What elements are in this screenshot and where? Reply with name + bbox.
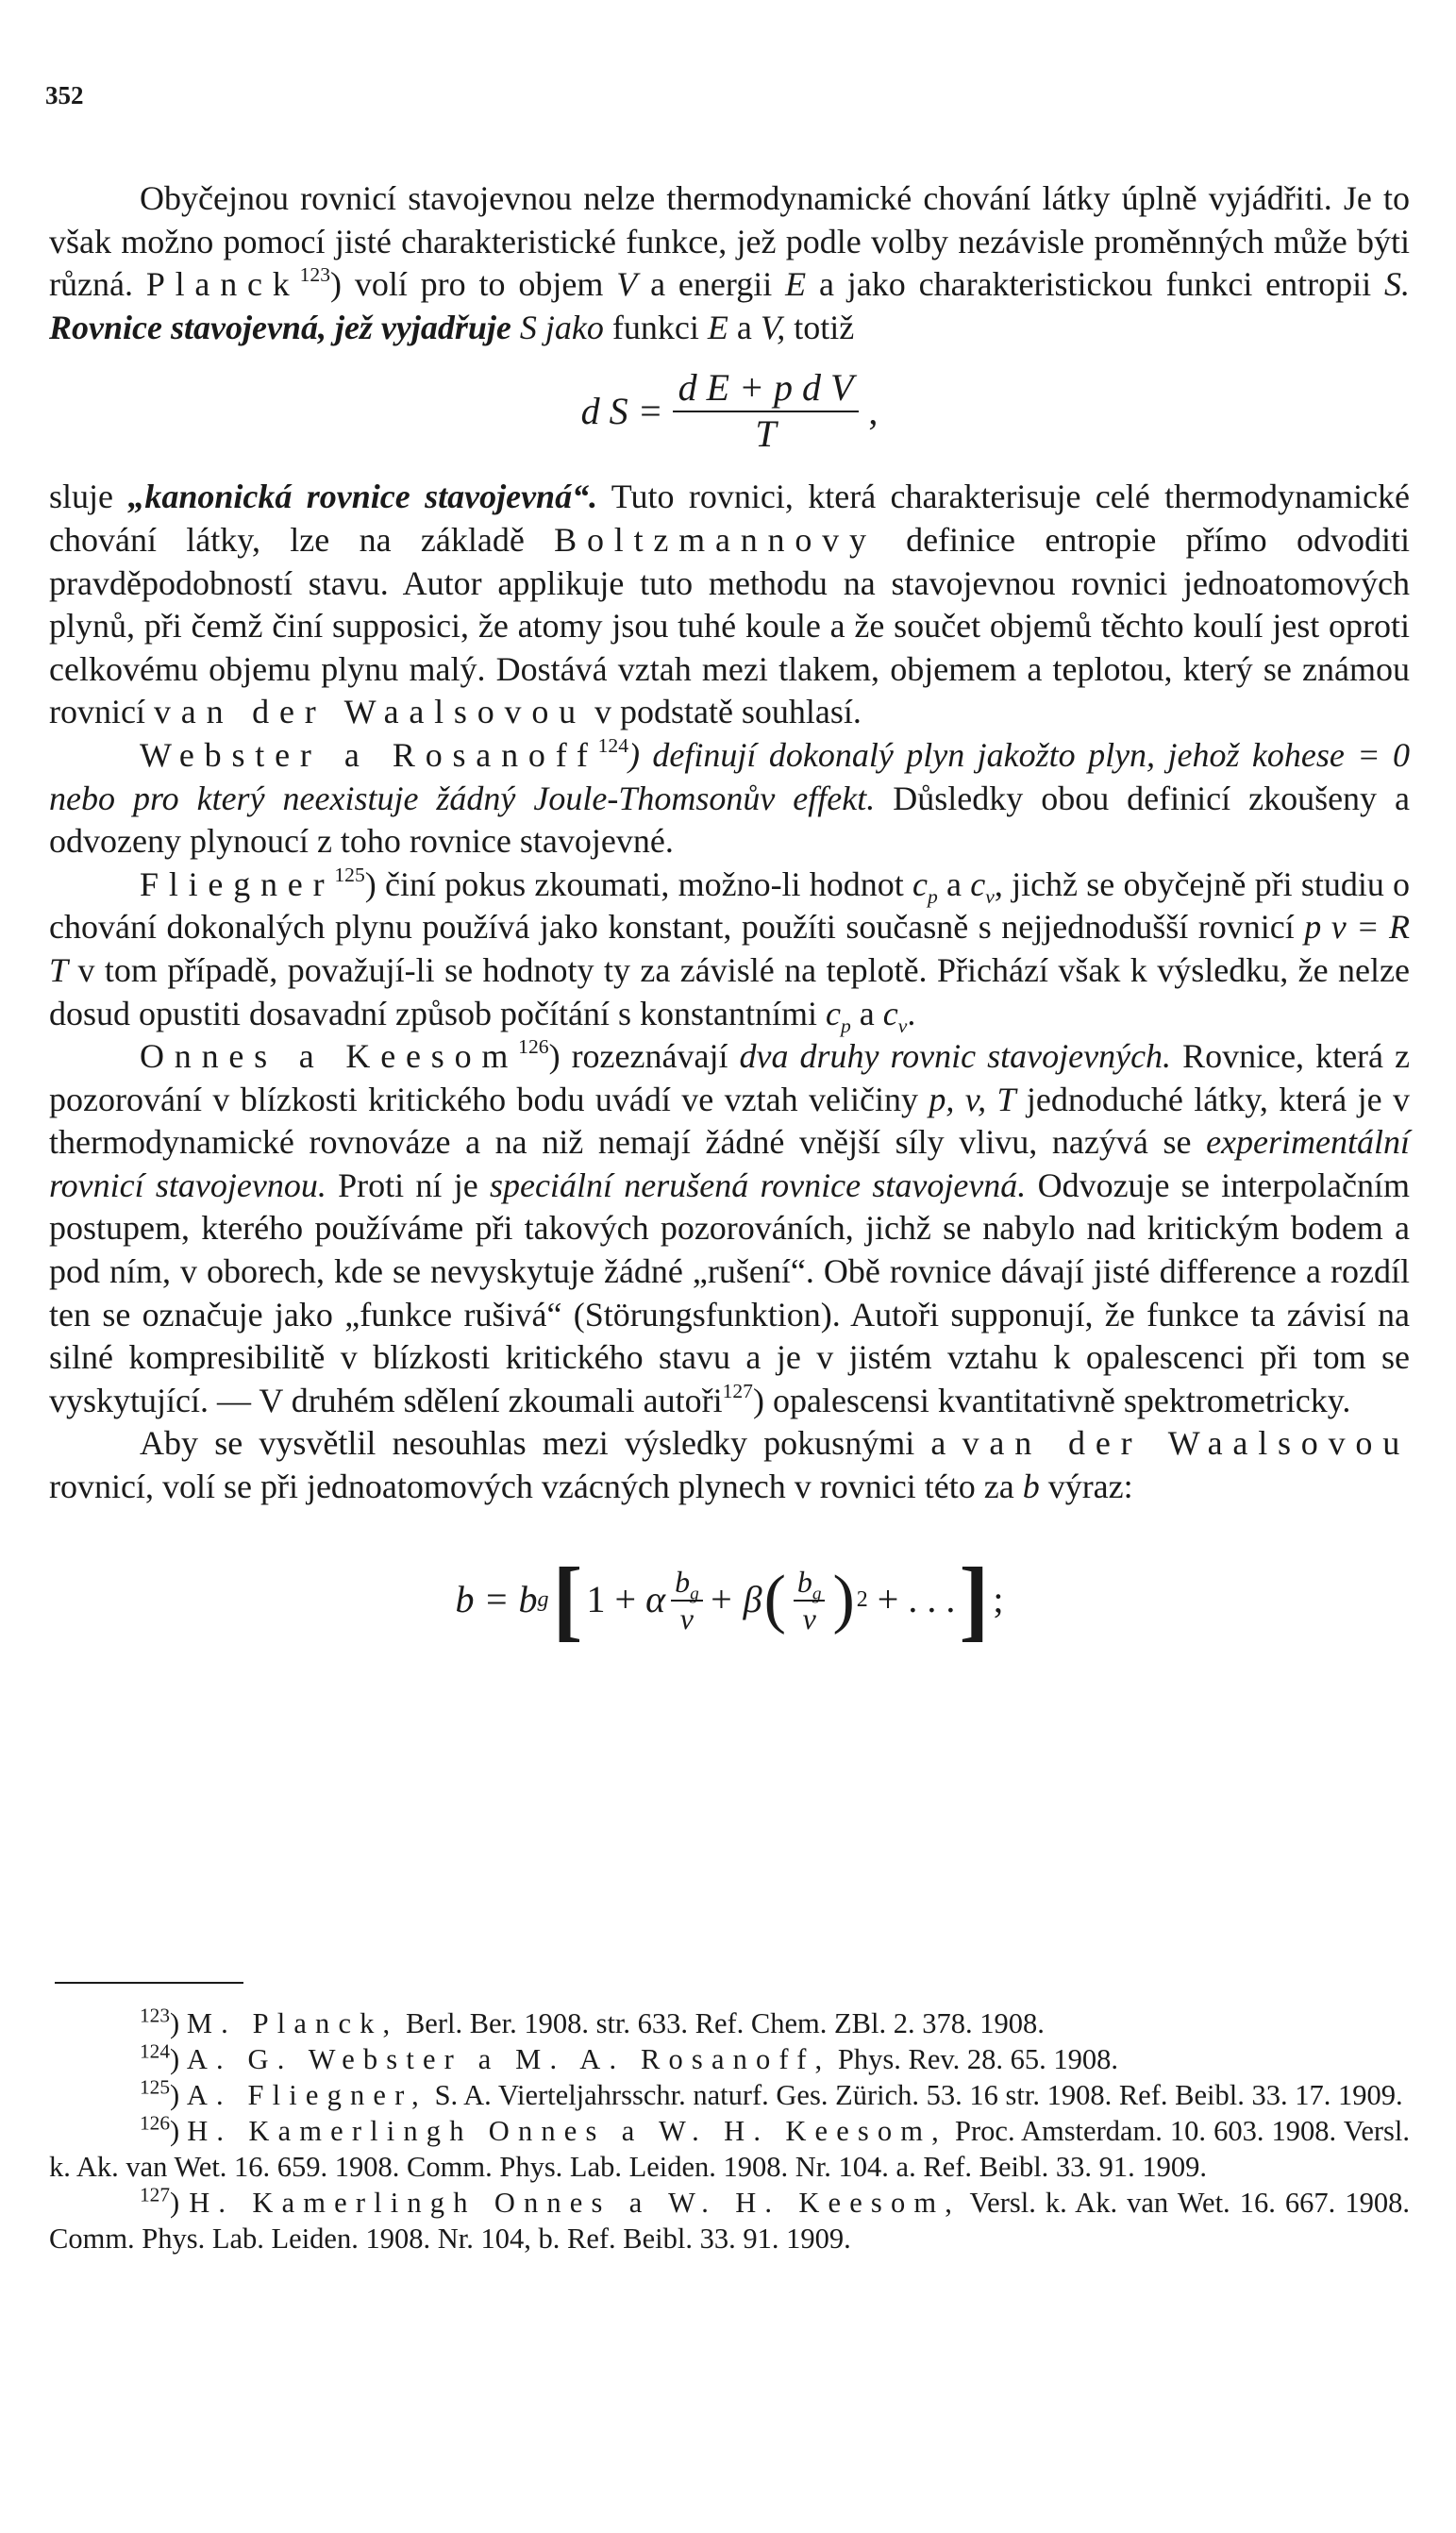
footnote-author: H. Kamerlingh Onnes a W. H. Keesom, xyxy=(189,2187,961,2219)
paragraph-6 xyxy=(49,1422,1410,1508)
text: Proti ní je xyxy=(338,1166,478,1204)
text: v podstatě souhlasí. xyxy=(594,693,862,731)
math-inline: p v = R T xyxy=(49,908,1410,989)
text: Důsledky obou definicí zkoušeny a odvozeny plynoucí z toho rovnice stavojevné. xyxy=(49,779,1411,861)
equation-term: α xyxy=(645,1577,666,1620)
text: volí pro to objem xyxy=(354,265,604,304)
text: Odvozuje se interpolačním postupem, kterého používáme při takových pozorováních, jichž se nabylo nad kritickým bodem a pod ním, v oborech, kde se nevyskytuje žádné „rušení“. Obě rovnice dávají jisté difference a rozdíl ten se označuje jako „funkce rušivá“ (Störungsfunktion). Autoři supponují, že funkce ta závisí na silné kompresibilitě v blízkosti kritického stavu a je v jistém vztahu k opalescenci při tom se vyskytující. — V druhém sdělení zkoumali autoři xyxy=(49,1166,1411,1419)
footnote-author: A. G. Webster a M. A. Rosanoff, xyxy=(186,2043,831,2075)
emphasis: dva druhy rovnic stavojevných. xyxy=(739,1037,1172,1076)
paragraph-4 xyxy=(49,864,1410,1035)
footnote-ref: 123 xyxy=(299,263,330,287)
text: Rovnice, která z pozorování v blízkosti kritického bodu uvádí ve vztah veličiny xyxy=(49,1037,1411,1118)
equation-term: 1 + xyxy=(586,1577,637,1620)
text: Aby se vysvětlil nesouhlas mezi výsledky pokusnými a xyxy=(140,1424,946,1463)
equation-lhs: d S = xyxy=(580,389,663,432)
math-sub: p xyxy=(928,884,938,908)
emphasis: jako xyxy=(544,308,604,346)
math-var: b xyxy=(796,1564,812,1599)
footnote: $^{127}$) H. Kamerlingh Onnes a W. H. Keesom, Versl. k. Ak. van Wet. 16. 667. 1908. Comm. Phys. Lab. Leiden. 1908. Nr. 104, b. Ref. Beibl. 33. 91. 1909. xyxy=(49,2183,1410,2255)
math-sub: v xyxy=(897,1014,908,1037)
text: , jichž se obyčejně při studiu o chování dokonalých plynu používá jako konstant, použíti současně s nejjednodušší rovnicí xyxy=(49,864,1411,947)
math-var: b xyxy=(1022,1468,1040,1506)
text: totiž xyxy=(794,308,855,346)
fraction-numerator xyxy=(794,1564,826,1602)
math-sub: v xyxy=(985,884,995,908)
author-name: van der Waalsovou xyxy=(153,693,586,731)
text: ) činí pokus zkoumati, možno-li hodnot xyxy=(364,864,904,903)
footnote-divider xyxy=(55,1982,243,1984)
text: a jako charakteristickou funkci entropii xyxy=(818,265,1372,304)
math-sub: g xyxy=(812,1584,822,1604)
main-text xyxy=(49,177,1410,1679)
paragraph-1: Obyčejnou rovnicí stavojevnou nelze thermodynamické chování látky úplně vyjádřiti. Je to však možno pomocí jisté charakteristické funkce, jež podle volby nezávisle proměnných může býti různá. Planck$^{123}$) volí pro to objem V a energii E a jako charakteristickou funkci entropii S. Rovnice stavojevná, jež vyjadřuje S jako funkci E a V, totiž xyxy=(49,179,1411,346)
text: a xyxy=(736,308,752,346)
math-var: c xyxy=(825,994,841,1032)
math-var: E xyxy=(707,308,728,346)
equation-fraction xyxy=(794,1564,826,1636)
author-name: Webster a Rosanoff xyxy=(140,735,598,774)
footnote-text: Berl. Ber. 1908. str. 633. Ref. Chem. ZBl. 2. 378. 1908. xyxy=(405,2007,1045,2039)
footnote-author: M. Planck, xyxy=(186,2007,399,2039)
footnotes xyxy=(49,2005,1410,2256)
text: ) rozeznávají xyxy=(548,1037,728,1076)
footnote-number: 126 xyxy=(140,2111,171,2135)
author-name: Onnes a Keesom xyxy=(140,1037,519,1076)
emphasis: „kanonická rovnice stavojevná“. xyxy=(127,478,598,516)
author-name: Fliegner xyxy=(140,864,335,903)
bracket-right: ] xyxy=(959,1548,990,1650)
equation-tail: , xyxy=(868,389,879,432)
footnote-text: Versl. k. Ak. van Wet. 16. 667. 1908. Comm. Phys. Lab. Leiden. 1908. Nr. 104, b. Ref. Beibl. 33. 91. 1909. xyxy=(49,2187,1410,2255)
math-var: b xyxy=(675,1564,691,1599)
text: a energii xyxy=(650,265,773,304)
footnote: $^{123}$) M. Planck, Berl. Ber. 1908. str. 633. Ref. Chem. ZBl. 2. 378. 1908. xyxy=(140,2004,1045,2039)
text: a xyxy=(859,994,875,1032)
text: v tom případě, považují-li se hodnoty ty za závislé na teplotě. Přichází však k výsledku, že nelze dosud opustiti dosavadní způsob počítání s konstantními xyxy=(49,950,1410,1032)
equation-entropy xyxy=(49,359,1410,462)
author-name: van der Waalsovou xyxy=(962,1424,1411,1463)
math-sub: g xyxy=(690,1584,699,1604)
footnote-author: A. Fliegner, xyxy=(186,2079,427,2111)
footnote: $^{125}$) A. Fliegner, S. A. Vierteljahrsschr. naturf. Ges. Zürich. 53. 16 str. 1908. Ref. Beibl. 33. 17. 1909. xyxy=(140,2075,1403,2111)
footnote-ref: 124 xyxy=(597,733,629,757)
footnote-text: Phys. Rev. 28. 65. 1908. xyxy=(837,2043,1119,2075)
equation-end: ; xyxy=(993,1577,1004,1620)
math-var: c xyxy=(912,864,929,903)
text: . xyxy=(907,994,916,1032)
equation-b: b = b g [ 1 + α $\frac{b_g}{v}$ + β ( $\frac{b_g}{v}$ ) 2 + . . . ] ; xyxy=(455,1548,1004,1650)
footnote: $^{124}$) A. G. Webster a M. A. Rosanoff, Phys. Rev. 28. 65. 1908. xyxy=(140,2039,1119,2075)
math-inline: p, v, T xyxy=(929,1080,1016,1118)
fraction-numerator: d E + p d V xyxy=(673,365,860,412)
footnote-text: Proc. Amsterdam. 10. 603. 1908. Versl. k. Ak. van Wet. 16. 659. 1908. Comm. Phys. Lab. Leiden. 1908. Nr. 104. a. Ref. Beibl. 33. 91. 1909. xyxy=(49,2115,1410,2183)
text: sluje xyxy=(49,478,113,516)
math-var: V, xyxy=(760,308,786,346)
math-var: c xyxy=(970,864,986,903)
page-number: 352 xyxy=(45,81,84,109)
paragraph-2 xyxy=(49,476,1410,734)
math-var: c xyxy=(882,994,898,1032)
text: Obyčejnou rovnicí stavojevnou nelze thermodynamické chování látky úplně vyjádřiti. Je to však možno pomocí jisté charakteristické funkce, jež podle volby nezávisle proměnných může býti různá. xyxy=(49,179,1410,304)
author-name: Planck xyxy=(145,265,300,304)
author-name: Boltzmannovy xyxy=(554,520,877,559)
footnote-number: 127 xyxy=(140,2183,171,2206)
equation-fraction xyxy=(673,365,860,456)
footnote-ref: 127 xyxy=(722,1379,753,1402)
footnote: $^{126}$) H. Kamerlingh Onnes a W. H. Keesom, Proc. Amsterdam. 10. 603. 1908. Versl. k. Ak. van Wet. 16. 659. 1908. Comm. Phys. Lab. Leiden. 1908. Nr. 104. a. Ref. Beibl. 33. 91. 1909. xyxy=(49,2111,1410,2183)
fraction-denominator: v xyxy=(802,1601,816,1636)
equation-fraction xyxy=(671,1564,703,1636)
footnote-number: 124 xyxy=(140,2039,171,2063)
emphasis: ) definují dokonalý plyn jakožto plyn, jehož kohese = 0 nebo pro který neexistuje žádný Joule-Thomsonův effekt. xyxy=(49,735,1410,817)
footnote-ref: 126 xyxy=(518,1034,549,1058)
fraction-denominator: v xyxy=(679,1601,694,1636)
fraction-numerator xyxy=(671,1564,703,1602)
paragraph-3 xyxy=(49,734,1410,864)
footnote-ref: 125 xyxy=(334,863,365,886)
emphasis: Rovnice stavojevná, jež vyjadřuje xyxy=(49,308,511,346)
text: definice entropie přímo odvoditi pravděpodobností stavu. Autor applikuje tuto methodu na stavojevnou rovnici jednoatomových plynů, při čemž činí supposici, že atomy jsou tuhé koule a že součet objemů těchto koulí jest oproti celkovému objemu plynu malý. Dostává vztah mezi tlakem, objemem a teplotou, který se známou rovnicí xyxy=(49,520,1410,731)
text: rovnicí, volí se při jednoatomových vzácných plynech v rovnici této za xyxy=(49,1468,1014,1506)
equation-term: + β xyxy=(708,1577,762,1620)
emphasis: speciální nerušená rovnice stavojevná. xyxy=(489,1166,1027,1204)
footnote-number: 125 xyxy=(140,2075,171,2099)
text: a xyxy=(946,864,962,903)
emphasis: experimentální rovnicí stavojevnou. xyxy=(49,1123,1410,1204)
math-sub: p xyxy=(840,1014,851,1037)
fraction-denominator: T xyxy=(755,412,777,456)
text: Tuto rovnici, která charakterisuje celé thermodynamické chování látky, lze na základě xyxy=(49,478,1410,559)
text: výraz: xyxy=(1047,1468,1133,1506)
paren-right: ) xyxy=(832,1562,855,1636)
math-var: E xyxy=(785,265,807,304)
equation-lhs: b = b xyxy=(455,1577,538,1620)
bracket-left: [ xyxy=(552,1548,583,1650)
paren-left: ( xyxy=(763,1562,786,1636)
footnote-author: H. Kamerlingh Onnes a W. H. Keesom, xyxy=(187,2115,947,2147)
paragraph-5 xyxy=(49,1035,1410,1422)
math-var: S. xyxy=(1384,265,1411,304)
math-var: S xyxy=(519,308,537,346)
footnote-text: S. A. Vierteljahrsschr. naturf. Ges. Zürich. 53. 16 str. 1908. Ref. Beibl. 33. 17. 1909. xyxy=(434,2079,1403,2111)
text: ) opalescensi kvantitativně spektrometricky. xyxy=(752,1381,1351,1419)
text: funkci xyxy=(611,308,699,346)
equation-term: + . . . xyxy=(877,1577,956,1620)
text: jednoduché látky, která je v thermodynamické rovnováze a na niž nemají žádné vnější síly vlivu, nazývá se xyxy=(49,1080,1411,1162)
math-var: V xyxy=(616,265,638,304)
footnote-number: 123 xyxy=(140,2004,171,2027)
